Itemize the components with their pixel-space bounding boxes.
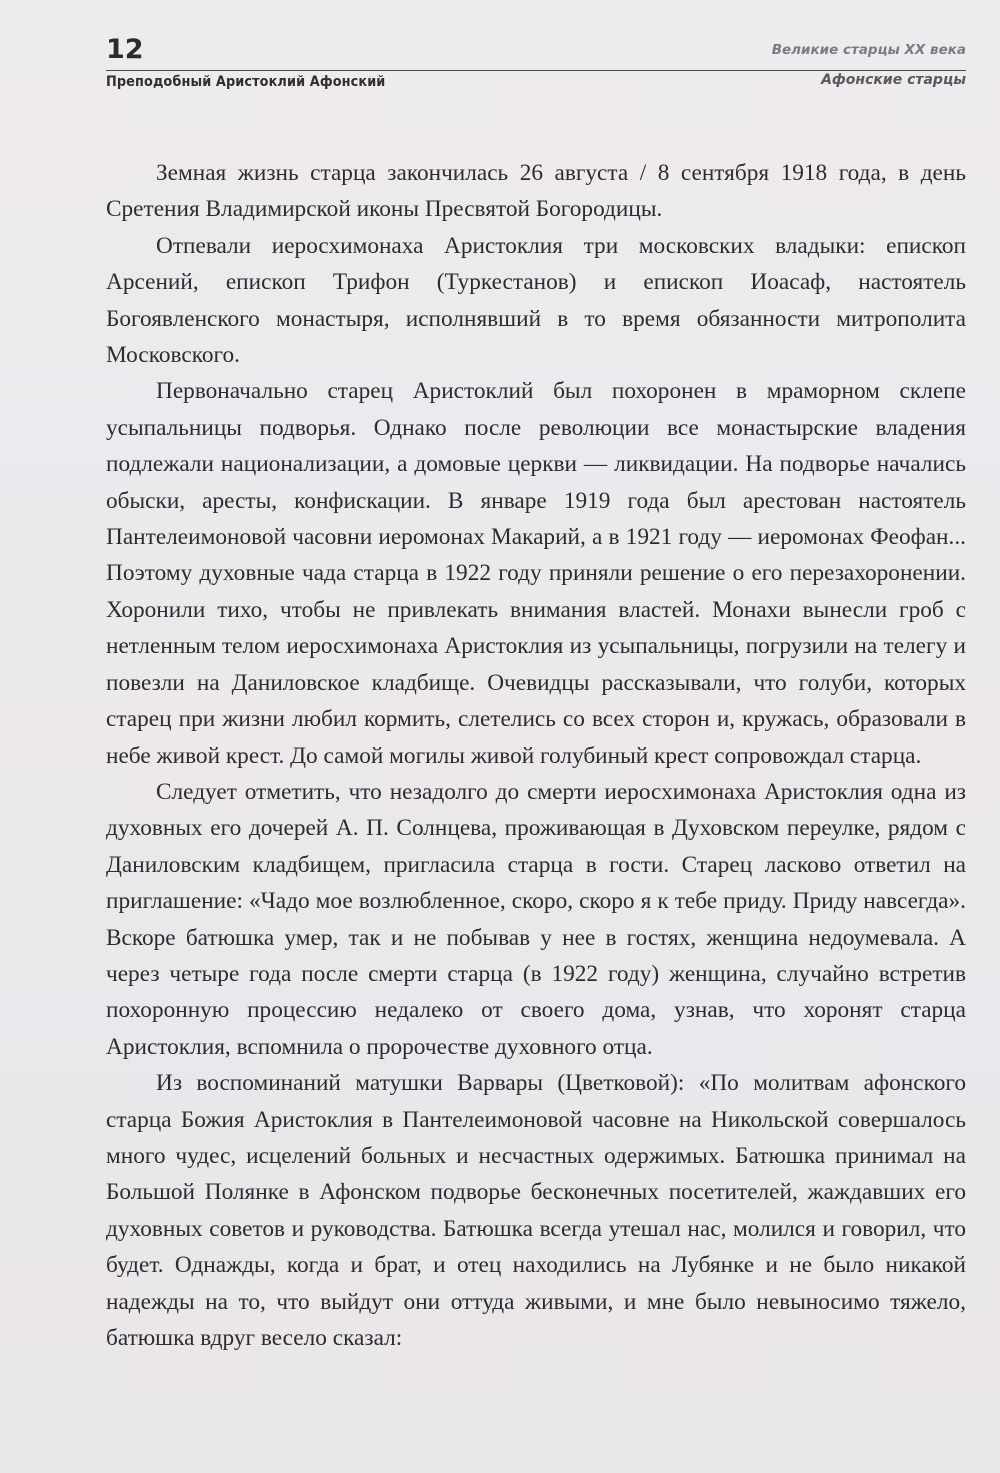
page-body: [106, 155, 966, 1356]
page-header-left: [106, 32, 144, 68]
paragraph: Первоначально старец Аристоклий был похоронен в мраморном склепе усыпальницы подворья. Однако после революции все монастырские владения подлежали национализации, а домовые церкви — ликвидации. На подворье начались обыски, аресты, конфискации. В январе 1919 года был арестован настоятель Пантелеимоновой часовни иеромонах Макарий, а в 1921 году — иеромонах Феофан... Поэтому духовные чада старца в 1922 году приняли решение о его перезахоронении. Хоронили тихо, чтобы не привлекать внимания властей. Монахи вынесли гроб с нетленным телом иеросхимонаха Аристоклия из усыпальницы, погрузили на телегу и повезли на Даниловское кладбище. Очевидцы рассказывали, что голуби, которых старец при жизни любил кормить, слетелись со всех сторон и, кружась, образовали в небе живой крест. До самой могилы живой голубиный крест сопровождал старца.: [106, 378, 966, 769]
running-section-title: Афонские старцы: [821, 72, 966, 88]
header-rule: [106, 70, 966, 71]
paragraph: Отпевали иеросхимонаха Аристоклия три московских владыки: епископ Арсений, епископ Трифон (Туркестанов) и епископ Иоасаф, настоятель Богоявленского монастыря, исполнявший в то время обязанности митрополита Московского.: [106, 232, 966, 369]
running-series-title: Великие старцы XX века: [771, 42, 966, 58]
paragraph: Из воспоминаний матушки Варвары (Цветковой): «По молитвам афонского старца Божия Аристоклия в Пантелеимоновой часовне на Никольской совершалось много чудес, исцелений больных и несчастных одержимых. Батюшка принимал на Большой Полянке в Афонском подворье бесконечных посетителей, жаждавших его духовных советов и руководства. Батюшка всегда утешал нас, молился и говорил, что будет. Однажды, когда и брат, и отец находились на Лубянке и не было никакой надежды на то, что выйдут они оттуда живыми, и мне было невыносимо тяжело, батюшка вдруг весело сказал:: [106, 1070, 966, 1351]
page-number: 12: [106, 34, 144, 65]
paragraph: Следует отметить, что незадолго до смерти иеросхимонаха Аристоклия одна из духовных его дочерей А. П. Солнцева, проживающая в Духовском переулке, рядом с Даниловским кладбищем, пригласила старца в гости. Старец ласково ответил на приглашение: «Чадо мое возлюбленное, скоро, скоро я к тебе приду. Приду навсегда». Вскоре батюшка умер, так и не побывав у нее в гостях, женщина недоумевала. А через четыре года после смерти старца (в 1922 году) женщина, случайно встретив похоронную процессию недалеко от своего дома, узнав, что хоронят старца Аристоклия, вспомнила о пророчестве духовного отца.: [106, 778, 966, 1060]
running-title: Преподобный Аристоклий Афонский: [106, 74, 386, 90]
paragraph: Земная жизнь старца закончилась 26 августа / 8 сентября 1918 года, в день Сретения Владимирской иконы Пресвятой Богородицы.: [106, 160, 966, 223]
